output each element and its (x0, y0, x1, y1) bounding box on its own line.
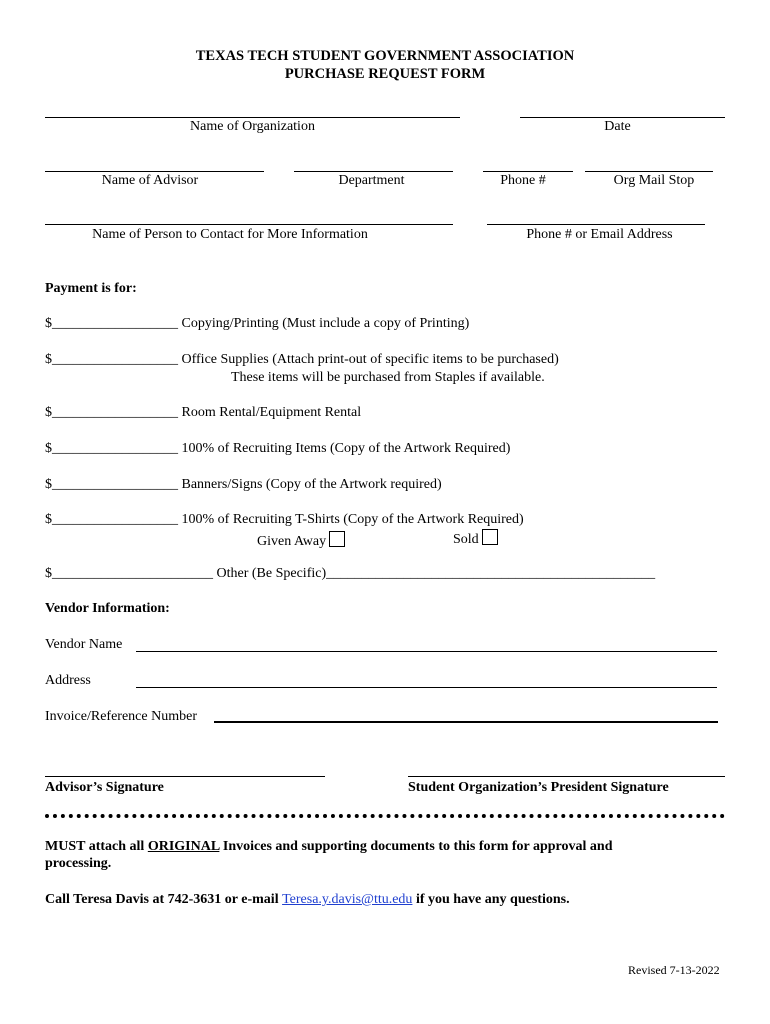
phone-label: Phone # (500, 173, 546, 188)
vendor-heading: Vendor Information: (45, 601, 170, 616)
payment-row (45, 441, 510, 457)
contact-prefix: Call Teresa Davis at 742-3631 or e-mail (45, 892, 283, 907)
vendor-name-field[interactable] (136, 651, 717, 652)
president-signature-label: Student Organization’s President Signature (408, 780, 669, 795)
president-signature-field[interactable] (408, 776, 725, 777)
mail-stop-label: Org Mail Stop (613, 173, 695, 188)
payment-label: Banners/Signs (Copy of the Artwork required) (181, 477, 442, 492)
attach-notice (45, 839, 612, 855)
payment-row (45, 352, 559, 368)
contact-person-field[interactable] (45, 224, 453, 225)
form-title-line1: TEXAS TECH STUDENT GOVERNMENT ASSOCIATION (195, 48, 575, 64)
mail-stop-field[interactable] (585, 171, 713, 172)
invoice-label: Invoice/Reference Number (45, 709, 197, 724)
invoice-field[interactable] (214, 721, 718, 723)
dotted-divider (45, 814, 725, 818)
payment-row-other (45, 566, 655, 582)
contact-notice (45, 892, 570, 908)
org-name-field[interactable] (45, 117, 460, 118)
sold-option (453, 529, 498, 548)
contact-person-label: Name of Person to Contact for More Information (92, 227, 368, 242)
payment-label: Room Rental/Equipment Rental (181, 405, 362, 420)
payment-heading: Payment is for: (45, 281, 137, 296)
form-title-line2: PURCHASE REQUEST FORM (284, 66, 486, 82)
amount-field[interactable]: $__________________ (45, 405, 178, 420)
address-label: Address (45, 673, 91, 688)
sold-checkbox[interactable] (482, 529, 498, 545)
sold-label: Sold (453, 532, 479, 547)
amount-field[interactable]: $__________________ (45, 316, 178, 331)
phone-field[interactable] (483, 171, 573, 172)
date-field[interactable] (520, 117, 725, 118)
given-away-label: Given Away (257, 534, 327, 549)
attach-suffix: Invoices and supporting documents to this form for approval and (219, 839, 613, 854)
amount-field[interactable]: $__________________ (45, 477, 178, 492)
other-label: Other (Be Specific) (216, 566, 327, 581)
given-away-checkbox[interactable] (329, 531, 345, 547)
payment-label: Copying/Printing (Must include a copy of Printing) (181, 316, 470, 331)
org-name-label: Name of Organization (190, 119, 315, 134)
payment-row (45, 512, 524, 528)
payment-row (45, 477, 442, 493)
payment-label: Office Supplies (Attach print-out of specific items to be purchased) (181, 352, 559, 367)
vendor-name-label: Vendor Name (45, 637, 123, 652)
revised-date: Revised 7-13-2022 (628, 963, 720, 977)
amount-field[interactable]: $__________________ (45, 352, 178, 367)
advisor-name-field[interactable] (45, 171, 264, 172)
original-emphasis: ORIGINAL (147, 839, 220, 854)
payment-label: 100% of Recruiting Items (Copy of the Artwork Required) (181, 441, 511, 456)
advisor-name-label: Name of Advisor (101, 173, 199, 188)
payment-row (45, 316, 469, 332)
given-away-option (257, 531, 345, 550)
contact-suffix: if you have any questions. (412, 892, 570, 907)
amount-field[interactable]: $__________________ (45, 441, 178, 456)
amount-field[interactable]: $__________________ (45, 512, 178, 527)
department-field[interactable] (294, 171, 453, 172)
date-label: Date (604, 119, 631, 134)
advisor-signature-field[interactable] (45, 776, 325, 777)
advisor-signature-label: Advisor’s Signature (45, 780, 164, 795)
attach-notice-line2: processing. (45, 856, 112, 871)
contact-info-label: Phone # or Email Address (526, 227, 673, 242)
contact-info-field[interactable] (487, 224, 705, 225)
other-amount-field[interactable]: $_______________________ (45, 566, 213, 581)
payment-row (45, 405, 361, 421)
payment-label: 100% of Recruiting T-Shirts (Copy of the Artwork Required) (181, 512, 524, 527)
department-label: Department (338, 173, 405, 188)
address-field[interactable] (136, 687, 717, 688)
email-link[interactable]: Teresa.y.davis@ttu.edu (282, 892, 413, 907)
staples-note: These items will be purchased from Staples if available. (231, 370, 545, 385)
other-specify-field[interactable]: _______________________________________________ (326, 566, 656, 581)
attach-prefix: MUST attach all (45, 839, 148, 854)
